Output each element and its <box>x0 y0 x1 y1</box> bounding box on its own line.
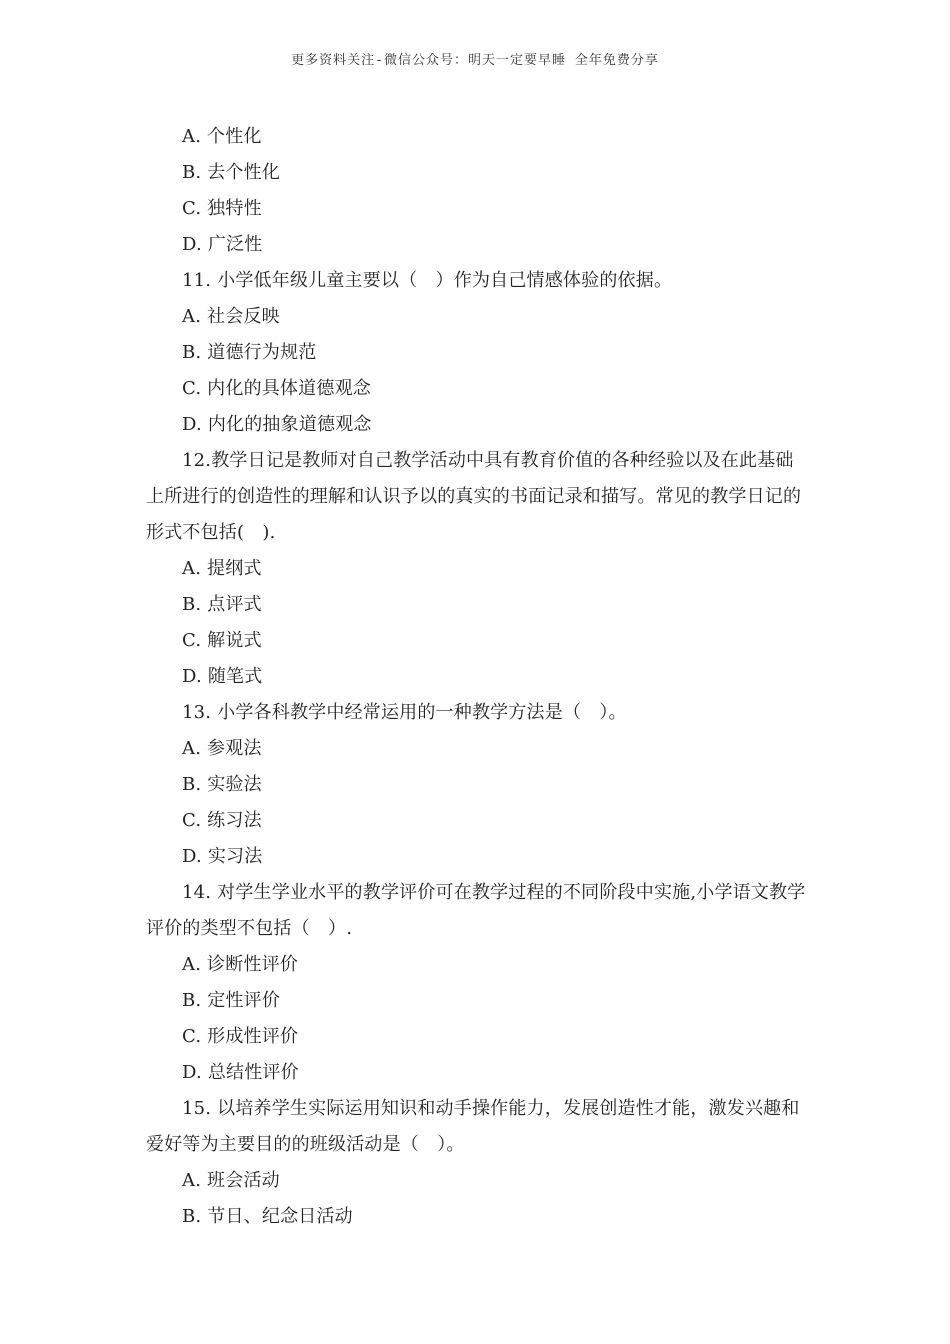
option-b: B. 去个性化 <box>182 162 281 183</box>
question-13-option-a: A. 参观法 <box>182 738 262 759</box>
question-11-option-c: C. 内化的具体道德观念 <box>182 378 371 399</box>
question-13-option-b: B. 实验法 <box>182 774 262 795</box>
option-c: C. 独特性 <box>182 198 262 219</box>
question-12-option-d: D. 随笔式 <box>182 666 263 687</box>
question-12-stem: 12.教学日记是教师对自己教学活动中具有教育价值的各种经验以及在此基础上所进行的创造性的理解和认识予以的真实的书面记录和描写。常见的教学日记的形式不包括( ). <box>146 450 802 543</box>
question-11-option-a: A. 社会反映 <box>182 306 280 327</box>
question-15-option-b: B. 节日、纪念日活动 <box>182 1206 353 1227</box>
document-body <box>146 119 810 1235</box>
question-14-option-c: C. 形成性评价 <box>182 1026 299 1047</box>
question-12-option-a: A. 提纲式 <box>182 558 262 579</box>
question-14-stem: 14. 对学生学业水平的教学评价可在教学过程的不同阶段中实施,小学语文教学评价的类型不包括（ ）. <box>146 882 806 939</box>
question-12-option-b: B. 点评式 <box>182 594 262 615</box>
question-13-option-d: D. 实习法 <box>182 846 263 867</box>
option-d: D. 广泛性 <box>182 234 263 255</box>
question-15-option-a: A. 班会活动 <box>182 1170 280 1191</box>
question-13-stem: 13. 小学各科教学中经常运用的一种教学方法是（ ）。 <box>182 702 627 723</box>
question-14-option-a: A. 诊断性评价 <box>182 954 299 975</box>
option-a: A. 个性化 <box>182 126 262 147</box>
question-11-option-b: B. 道德行为规范 <box>182 342 317 363</box>
question-15-stem: 15. 以培养学生实际运用知识和动手操作能力，发展创造性才能，激发兴趣和爱好等为主要目的的班级活动是（ ）。 <box>146 1098 800 1155</box>
question-13-option-c: C. 练习法 <box>182 810 262 831</box>
question-14-option-b: B. 定性评价 <box>182 990 281 1011</box>
question-11-option-d: D. 内化的抽象道德观念 <box>182 414 372 435</box>
question-11-stem: 11. 小学低年级儿童主要以（ ）作为自己情感体验的依据。 <box>182 270 673 291</box>
page-header: 更多资料关注-微信公众号：明天一定要早睡 全年免费分享 <box>291 53 659 68</box>
question-12-option-c: C. 解说式 <box>182 630 262 651</box>
question-14-option-d: D. 总结性评价 <box>182 1062 299 1083</box>
